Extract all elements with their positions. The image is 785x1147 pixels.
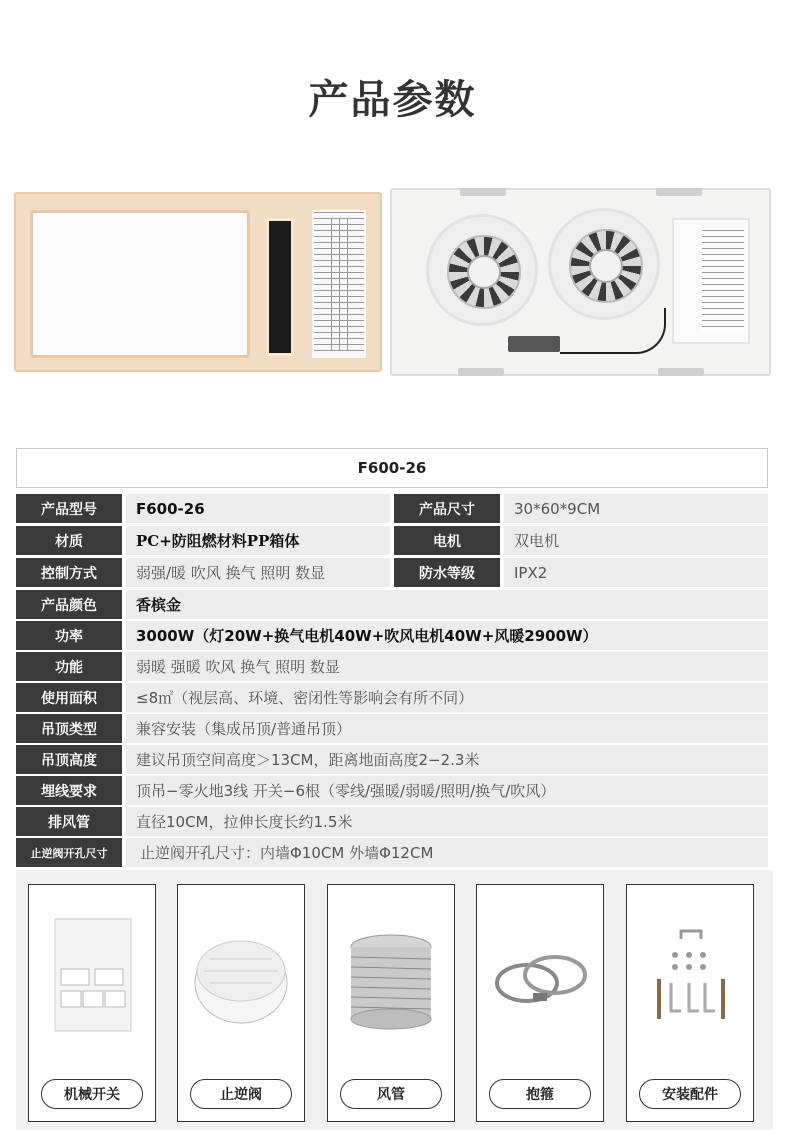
spec-label: 使用面积	[16, 683, 122, 712]
spec-value: 双电机	[504, 526, 768, 555]
spec-label: 产品尺寸	[394, 494, 500, 523]
clip	[656, 188, 702, 196]
digital-display	[266, 218, 294, 356]
product-front-image	[14, 192, 382, 372]
accessory-label: 安装配件	[639, 1079, 741, 1109]
spec-label: 电机	[394, 526, 500, 555]
accessory-card	[28, 884, 156, 1122]
check-valve-image	[190, 899, 292, 1039]
light-panel	[30, 210, 250, 358]
spec-value: 30*60*9CM	[504, 494, 768, 523]
spec-row	[16, 526, 768, 555]
switch-image	[41, 899, 143, 1039]
spec-value: IPX2	[504, 558, 768, 587]
spec-value: 直径10CM，拉伸长度长约1.5米	[126, 807, 768, 836]
fan-housing-left	[426, 214, 538, 326]
hose-clamp-image	[489, 899, 591, 1039]
spec-label: 功能	[16, 652, 122, 681]
clip	[460, 188, 506, 196]
accessory-label: 风管	[340, 1079, 442, 1109]
spec-value: 3000W（灯20W+换气电机40W+吹风电机40W+风暖2900W）	[126, 621, 768, 650]
clip	[658, 368, 704, 376]
spec-value: 香槟金	[126, 590, 768, 619]
accessory-card	[177, 884, 305, 1122]
vent	[672, 218, 750, 344]
spec-value: ≤8㎡（视层高、环境、密闭性等影响会有所不同）	[126, 683, 768, 712]
duct-image	[340, 899, 442, 1039]
spec-row	[16, 745, 768, 774]
spec-label: 产品型号	[16, 494, 122, 523]
spec-label: 排风管	[16, 807, 122, 836]
spec-value: PC+防阻燃材料PP箱体	[126, 526, 390, 555]
spec-value: 兼容安装（集成吊顶/普通吊顶）	[126, 714, 768, 743]
spec-row	[16, 621, 768, 650]
mounting-kit-image	[639, 899, 741, 1039]
spec-label: 埋线要求	[16, 776, 122, 805]
clip	[458, 368, 504, 376]
accessory-card	[327, 884, 455, 1122]
spec-label: 吊顶高度	[16, 745, 122, 774]
spec-row	[16, 494, 768, 523]
accessory-label: 抱箍	[489, 1079, 591, 1109]
spec-label: 吊顶类型	[16, 714, 122, 743]
air-grille	[312, 210, 366, 358]
page-title: 产品参数	[308, 77, 477, 123]
accessory-card	[626, 884, 754, 1122]
spec-value: F600-26	[126, 494, 390, 523]
spec-row	[16, 558, 768, 587]
spec-label: 控制方式	[16, 558, 122, 587]
spec-value: 顶吊−零火地3线 开关−6根（零线/强暖/弱暖/照明/换气/吹风）	[126, 776, 768, 805]
accessory-label: 机械开关	[41, 1079, 143, 1109]
spec-row	[16, 652, 768, 681]
spec-value: 止逆阀开孔尺寸：内墙Φ10CM 外墙Φ12CM	[126, 838, 768, 867]
spec-label: 防水等级	[394, 558, 500, 587]
spec-label: 材质	[16, 526, 122, 555]
spec-value: 建议吊顶空间高度＞13CM，距离地面高度2−2.3米	[126, 745, 768, 774]
spec-row	[16, 776, 768, 805]
model-bar: F600-26	[16, 448, 768, 488]
spec-row	[16, 714, 768, 743]
spec-value: 弱强/暖 吹风 换气 照明 数显	[126, 558, 390, 587]
spec-row	[16, 590, 768, 619]
spec-row	[16, 807, 768, 836]
accessories-section	[16, 870, 773, 1130]
spec-value: 弱暖 强暖 吹风 换气 照明 数显	[126, 652, 768, 681]
accessory-label: 止逆阀	[190, 1079, 292, 1109]
fan-icon	[447, 235, 521, 309]
spec-label: 功率	[16, 621, 122, 650]
fan-icon	[569, 229, 643, 303]
product-back-image	[390, 188, 771, 376]
fan-housing-right	[548, 208, 660, 320]
spec-row	[16, 683, 768, 712]
cable	[560, 308, 666, 354]
driver-box	[508, 336, 560, 352]
spec-label: 止逆阀开孔尺寸	[16, 838, 122, 867]
spec-label: 产品颜色	[16, 590, 122, 619]
accessory-card	[476, 884, 604, 1122]
spec-row	[16, 838, 768, 867]
